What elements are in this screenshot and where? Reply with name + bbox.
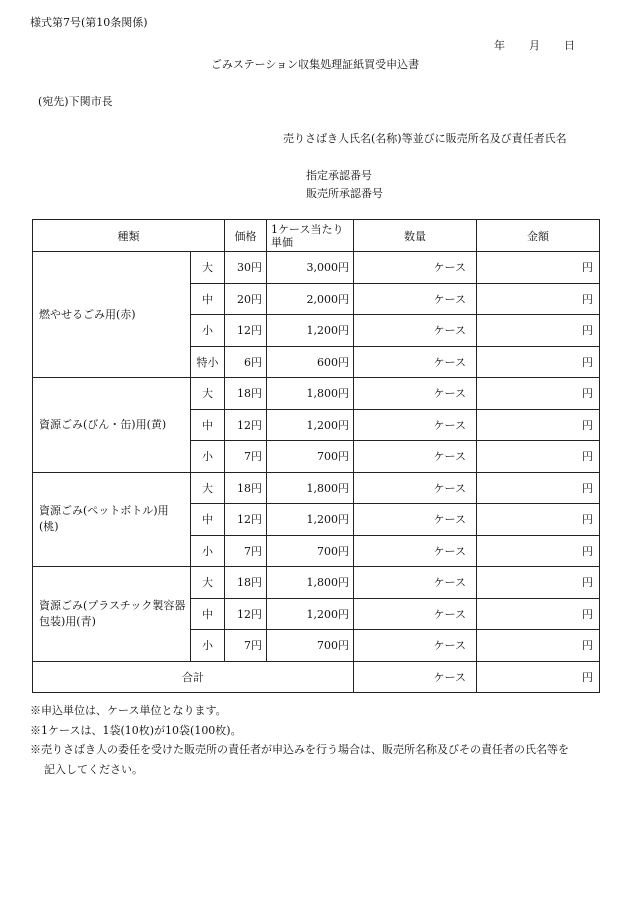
table-header-row — [33, 220, 600, 252]
amount-cell: 円 — [477, 567, 600, 599]
case-price-cell: 700円 — [267, 441, 354, 473]
price-cell: 30円 — [225, 252, 267, 284]
amount-cell: 円 — [477, 315, 600, 347]
price-cell: 12円 — [225, 598, 267, 630]
case-price-cell: 1,200円 — [267, 409, 354, 441]
quantity-cell: ケース — [354, 472, 477, 504]
size-cell: 中 — [191, 598, 225, 630]
approval-number-label: 指定承認番号 — [306, 169, 372, 182]
amount-cell: 円 — [477, 409, 600, 441]
type-name: 資源ごみ(ペットボトル)用(桃) — [33, 472, 191, 567]
header-price: 価格 — [225, 220, 267, 252]
amount-cell: 円 — [477, 472, 600, 504]
total-label: 合計 — [33, 661, 354, 693]
quantity-cell: ケース — [354, 378, 477, 410]
header-amount: 金額 — [477, 220, 600, 252]
case-price-cell: 1,200円 — [267, 315, 354, 347]
quantity-cell: ケース — [354, 315, 477, 347]
amount-cell: 円 — [477, 598, 600, 630]
case-price-cell: 3,000円 — [267, 252, 354, 284]
price-cell: 18円 — [225, 567, 267, 599]
size-cell: 小 — [191, 441, 225, 473]
price-cell: 7円 — [225, 441, 267, 473]
size-cell: 大 — [191, 378, 225, 410]
case-price-cell: 1,800円 — [267, 472, 354, 504]
price-cell: 18円 — [225, 472, 267, 504]
note-delegate: ※売りさばき人の委任を受けた販売所の責任者が申込みを行う場合は、販売所名称及びその責任者の氏名等を — [30, 743, 569, 756]
form-number: 様式第7号(第10条関係) — [30, 16, 148, 29]
case-price-cell: 2,000円 — [267, 283, 354, 315]
price-cell: 20円 — [225, 283, 267, 315]
case-price-cell: 1,200円 — [267, 504, 354, 536]
size-cell: 中 — [191, 283, 225, 315]
type-name: 資源ごみ(プラスチック製容器包装)用(青) — [33, 567, 191, 662]
case-price-cell: 1,200円 — [267, 598, 354, 630]
size-cell: 小 — [191, 630, 225, 662]
size-cell: 大 — [191, 252, 225, 284]
price-cell: 12円 — [225, 504, 267, 536]
type-name: 燃やせるごみ用(赤) — [33, 252, 191, 378]
date-month-label: 月 — [529, 39, 540, 52]
applicant-label: 売りさばき人氏名(名称)等並びに販売所名及び責任者氏名 — [283, 132, 567, 145]
order-table — [32, 219, 600, 693]
size-cell: 大 — [191, 472, 225, 504]
note-unit: ※申込単位は、ケース単位となります。 — [30, 704, 227, 717]
size-cell: 小 — [191, 535, 225, 567]
quantity-cell: ケース — [354, 346, 477, 378]
quantity-cell: ケース — [354, 283, 477, 315]
quantity-cell: ケース — [354, 252, 477, 284]
size-cell: 中 — [191, 504, 225, 536]
amount-cell: 円 — [477, 630, 600, 662]
table-row — [33, 378, 600, 410]
amount-cell: 円 — [477, 346, 600, 378]
case-price-cell: 600円 — [267, 346, 354, 378]
header-quantity: 数量 — [354, 220, 477, 252]
table-body — [33, 252, 600, 693]
amount-cell: 円 — [477, 378, 600, 410]
note-case: ※1ケースは、1袋(10枚)が10袋(100枚)。 — [30, 723, 242, 737]
total-quantity-cell: ケース — [354, 661, 477, 693]
amount-cell: 円 — [477, 252, 600, 284]
table-row — [33, 472, 600, 504]
price-cell: 12円 — [225, 315, 267, 347]
date-line — [494, 37, 575, 53]
price-cell: 7円 — [225, 630, 267, 662]
date-day-label: 日 — [564, 39, 575, 52]
case-price-cell: 700円 — [267, 630, 354, 662]
amount-cell: 円 — [477, 535, 600, 567]
amount-cell: 円 — [477, 283, 600, 315]
case-price-cell: 700円 — [267, 535, 354, 567]
type-name: 資源ごみ(びん・缶)用(黄) — [33, 378, 191, 473]
price-cell: 18円 — [225, 378, 267, 410]
amount-cell: 円 — [477, 504, 600, 536]
quantity-cell: ケース — [354, 630, 477, 662]
price-cell: 6円 — [225, 346, 267, 378]
quantity-cell: ケース — [354, 504, 477, 536]
quantity-cell: ケース — [354, 409, 477, 441]
date-year-label: 年 — [494, 39, 505, 52]
total-row — [33, 661, 600, 693]
case-price-cell: 1,800円 — [267, 378, 354, 410]
header-type: 種類 — [33, 220, 225, 252]
size-cell: 小 — [191, 315, 225, 347]
total-amount-cell: 円 — [477, 661, 600, 693]
quantity-cell: ケース — [354, 598, 477, 630]
quantity-cell: ケース — [354, 567, 477, 599]
amount-cell: 円 — [477, 441, 600, 473]
addressee: (宛先)下関市長 — [38, 95, 113, 108]
table-row — [33, 252, 600, 284]
header-per-case: 1ケース当たり単価 — [267, 220, 354, 252]
price-cell: 7円 — [225, 535, 267, 567]
size-cell: 中 — [191, 409, 225, 441]
price-cell: 12円 — [225, 409, 267, 441]
case-price-cell: 1,800円 — [267, 567, 354, 599]
quantity-cell: ケース — [354, 441, 477, 473]
document-title: ごみステーション収集処理証紙買受申込書 — [210, 58, 420, 71]
shop-approval-number-label: 販売所承認番号 — [306, 187, 383, 200]
notes — [30, 701, 605, 779]
size-cell: 大 — [191, 567, 225, 599]
quantity-cell: ケース — [354, 535, 477, 567]
size-cell: 特小 — [191, 346, 225, 378]
note-delegate-cont: 記入してください。 — [44, 762, 143, 776]
table-row — [33, 567, 600, 599]
